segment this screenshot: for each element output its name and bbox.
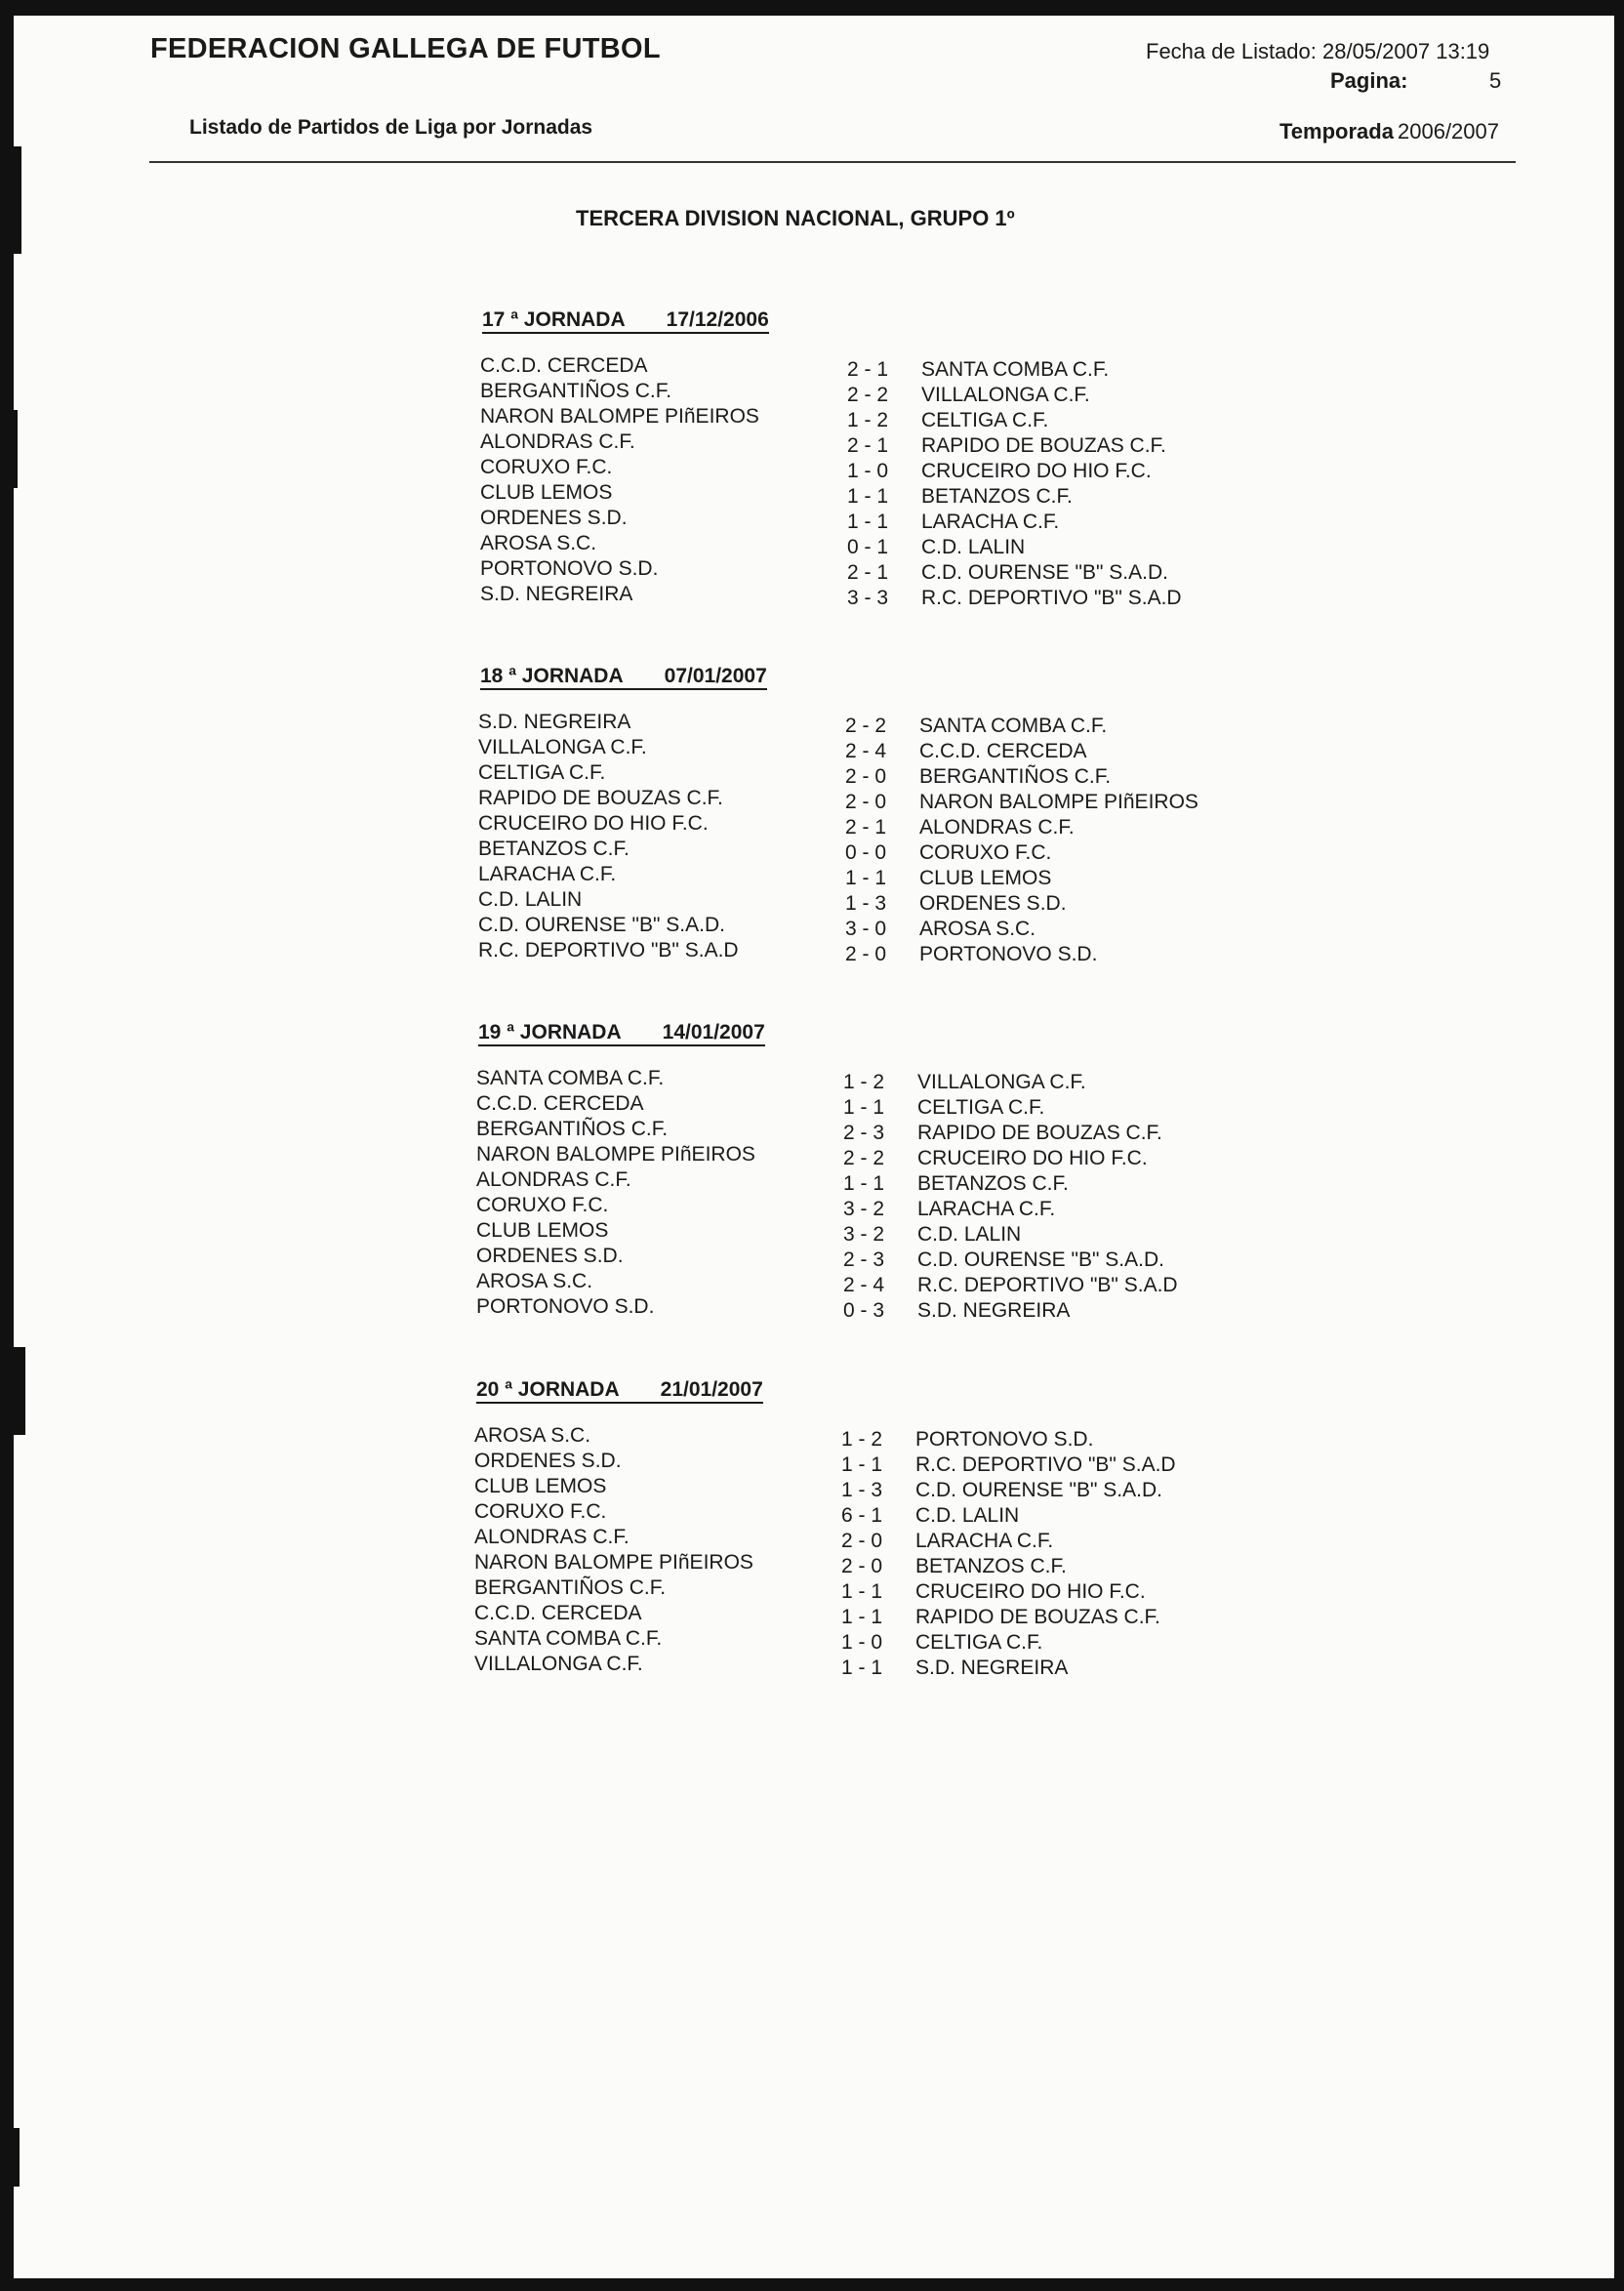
away-team: S.D. NEGREIRA bbox=[917, 1299, 1071, 1322]
match-row bbox=[476, 1167, 1355, 1193]
home-team: ORDENES S.D. bbox=[480, 507, 628, 529]
jornada-block bbox=[480, 308, 1359, 621]
home-team: S.D. NEGREIRA bbox=[480, 583, 633, 605]
match-score: 1 - 1 bbox=[843, 1172, 885, 1195]
away-team: R.C. DEPORTIVO "B" S.A.D bbox=[921, 587, 1182, 609]
match-score: 2 - 3 bbox=[843, 1122, 885, 1144]
match-score: 1 - 1 bbox=[843, 1096, 885, 1119]
away-team: AROSA S.C. bbox=[919, 918, 1036, 940]
home-team: CELTIGA C.F. bbox=[478, 761, 606, 784]
away-team: ORDENES S.D. bbox=[919, 892, 1067, 915]
match-score: 1 - 2 bbox=[843, 1071, 885, 1093]
match-row bbox=[476, 1142, 1355, 1167]
jornada-heading bbox=[480, 665, 767, 690]
home-team: BERGANTIÑOS C.F. bbox=[480, 380, 672, 402]
match-score: 2 - 2 bbox=[845, 715, 887, 737]
match-score: 2 - 1 bbox=[847, 358, 889, 381]
away-team: CELTIGA C.F. bbox=[915, 1631, 1043, 1654]
home-team: BERGANTIÑOS C.F. bbox=[474, 1576, 667, 1599]
match-row bbox=[478, 938, 1357, 963]
match-row bbox=[476, 1117, 1355, 1142]
away-team: CELTIGA C.F. bbox=[917, 1096, 1045, 1119]
home-team: VILLALONGA C.F. bbox=[478, 736, 647, 758]
match-score: 1 - 0 bbox=[841, 1631, 883, 1654]
page-number: 5 bbox=[1489, 68, 1502, 93]
away-team: SANTA COMBA C.F. bbox=[919, 715, 1108, 737]
away-team: CORUXO F.C. bbox=[919, 841, 1052, 864]
away-team: BERGANTIÑOS C.F. bbox=[919, 765, 1112, 788]
match-score: 2 - 4 bbox=[845, 740, 887, 762]
away-team: LARACHA C.F. bbox=[917, 1198, 1056, 1220]
home-team: BETANZOS C.F. bbox=[478, 838, 629, 860]
listing-subtitle: Listado de Partidos de Liga por Jornadas bbox=[189, 116, 593, 139]
match-score: 2 - 0 bbox=[841, 1555, 883, 1577]
document-page bbox=[14, 16, 1614, 2278]
away-team: C.D. LALIN bbox=[917, 1223, 1022, 1246]
match-row bbox=[476, 1269, 1355, 1294]
page-label: Pagina: bbox=[1330, 68, 1408, 93]
federation-name: FEDERACION GALLEGA DE FUTBOL bbox=[150, 33, 661, 64]
home-team: ORDENES S.D. bbox=[474, 1450, 622, 1472]
match-row bbox=[480, 582, 1359, 607]
home-team: RAPIDO DE BOUZAS C.F. bbox=[478, 787, 723, 809]
listing-date: Fecha de Listado: 28/05/2007 13:19 bbox=[1146, 39, 1490, 63]
match-row bbox=[480, 353, 1359, 379]
away-team: BETANZOS C.F. bbox=[921, 485, 1073, 508]
home-team: AROSA S.C. bbox=[474, 1424, 591, 1447]
match-score: 1 - 1 bbox=[841, 1453, 883, 1476]
away-team: CLUB LEMOS bbox=[919, 867, 1052, 889]
home-team: CORUXO F.C. bbox=[480, 456, 613, 478]
match-row bbox=[474, 1601, 1353, 1626]
home-team: S.D. NEGREIRA bbox=[478, 711, 631, 733]
away-team: SANTA COMBA C.F. bbox=[921, 358, 1110, 381]
torn-edge bbox=[0, 410, 18, 488]
home-team: AROSA S.C. bbox=[476, 1270, 593, 1292]
jornada-block bbox=[478, 665, 1357, 977]
match-row bbox=[474, 1626, 1353, 1652]
torn-edge bbox=[0, 1347, 25, 1435]
season-label: Temporada bbox=[1279, 119, 1394, 143]
jornada-date: 21/01/2007 bbox=[660, 1378, 763, 1401]
match-score: 3 - 0 bbox=[845, 918, 887, 940]
match-row bbox=[474, 1525, 1353, 1550]
match-row bbox=[478, 786, 1357, 811]
match-score: 2 - 0 bbox=[841, 1530, 883, 1552]
match-row bbox=[480, 430, 1359, 455]
match-score: 2 - 0 bbox=[845, 765, 887, 788]
home-team: NARON BALOMPE PIñEIROS bbox=[480, 405, 759, 428]
match-row bbox=[476, 1294, 1355, 1320]
home-team: NARON BALOMPE PIñEIROS bbox=[476, 1143, 755, 1166]
header-divider bbox=[149, 161, 1516, 163]
match-score: 1 - 1 bbox=[841, 1580, 883, 1603]
away-team: C.D. OURENSE "B" S.A.D. bbox=[915, 1479, 1162, 1501]
away-team: S.D. NEGREIRA bbox=[915, 1657, 1069, 1679]
match-score: 2 - 1 bbox=[845, 816, 887, 839]
home-team: CORUXO F.C. bbox=[476, 1194, 609, 1216]
match-row bbox=[478, 735, 1357, 760]
away-team: RAPIDO DE BOUZAS C.F. bbox=[917, 1122, 1162, 1144]
away-team: C.D. LALIN bbox=[915, 1504, 1020, 1527]
away-team: NARON BALOMPE PIñEIROS bbox=[919, 791, 1198, 813]
away-team: CRUCEIRO DO HIO F.C. bbox=[917, 1147, 1148, 1169]
match-score: 2 - 2 bbox=[843, 1147, 885, 1169]
away-team: PORTONOVO S.D. bbox=[919, 943, 1098, 965]
jornada-heading bbox=[476, 1378, 763, 1404]
match-row bbox=[474, 1449, 1353, 1474]
division-title: TERCERA DIVISION NACIONAL, GRUPO 1º bbox=[576, 206, 1015, 230]
away-team: R.C. DEPORTIVO "B" S.A.D bbox=[915, 1453, 1176, 1476]
match-score: 0 - 1 bbox=[847, 536, 889, 558]
home-team: C.C.D. CERCEDA bbox=[480, 354, 648, 377]
match-score: 2 - 3 bbox=[843, 1248, 885, 1271]
match-score: 1 - 1 bbox=[847, 485, 889, 508]
match-score: 2 - 1 bbox=[847, 434, 889, 457]
away-team: CRUCEIRO DO HIO F.C. bbox=[915, 1580, 1146, 1603]
match-score: 1 - 3 bbox=[845, 892, 887, 915]
home-team: AROSA S.C. bbox=[480, 532, 597, 554]
match-row bbox=[480, 379, 1359, 404]
home-team: CRUCEIRO DO HIO F.C. bbox=[478, 812, 709, 835]
match-score: 1 - 1 bbox=[841, 1606, 883, 1628]
home-team: C.D. OURENSE "B" S.A.D. bbox=[478, 914, 725, 936]
home-team: LARACHA C.F. bbox=[478, 863, 617, 885]
match-row bbox=[474, 1652, 1353, 1677]
match-score: 0 - 3 bbox=[843, 1299, 885, 1322]
away-team: LARACHA C.F. bbox=[921, 511, 1060, 533]
away-team: LARACHA C.F. bbox=[915, 1530, 1054, 1552]
match-row bbox=[474, 1423, 1353, 1449]
home-team: BERGANTIÑOS C.F. bbox=[476, 1118, 669, 1140]
match-row bbox=[476, 1193, 1355, 1218]
match-row bbox=[476, 1244, 1355, 1269]
jornada-label: 19 ª JORNADA bbox=[478, 1021, 622, 1043]
match-row bbox=[480, 531, 1359, 556]
jornada-block bbox=[474, 1378, 1353, 1691]
match-row bbox=[476, 1091, 1355, 1117]
match-score: 3 - 2 bbox=[843, 1223, 885, 1246]
match-row bbox=[474, 1499, 1353, 1525]
away-team: VILLALONGA C.F. bbox=[921, 384, 1090, 406]
home-team: C.C.D. CERCEDA bbox=[476, 1092, 644, 1115]
match-score: 1 - 3 bbox=[841, 1479, 883, 1501]
home-team: CLUB LEMOS bbox=[474, 1475, 607, 1497]
match-row bbox=[478, 760, 1357, 786]
match-row bbox=[476, 1066, 1355, 1091]
home-team: R.C. DEPORTIVO "B" S.A.D bbox=[478, 939, 739, 961]
home-team: PORTONOVO S.D. bbox=[480, 557, 659, 580]
match-row bbox=[474, 1474, 1353, 1499]
match-row bbox=[474, 1550, 1353, 1575]
home-team: SANTA COMBA C.F. bbox=[474, 1627, 663, 1650]
home-team: CORUXO F.C. bbox=[474, 1500, 607, 1523]
match-score: 1 - 1 bbox=[841, 1657, 883, 1679]
match-row bbox=[478, 837, 1357, 862]
away-team: BETANZOS C.F. bbox=[917, 1172, 1069, 1195]
home-team: ALONDRAS C.F. bbox=[476, 1168, 631, 1191]
away-team: PORTONOVO S.D. bbox=[915, 1428, 1094, 1451]
jornada-label: 17 ª JORNADA bbox=[482, 308, 626, 331]
away-team: RAPIDO DE BOUZAS C.F. bbox=[915, 1606, 1160, 1628]
jornada-label: 20 ª JORNADA bbox=[476, 1378, 620, 1401]
home-team: C.D. LALIN bbox=[478, 888, 583, 911]
match-row bbox=[480, 455, 1359, 480]
away-team: CELTIGA C.F. bbox=[921, 409, 1049, 431]
away-team: C.C.D. CERCEDA bbox=[919, 740, 1087, 762]
match-score: 1 - 1 bbox=[847, 511, 889, 533]
match-score: 2 - 4 bbox=[843, 1274, 885, 1296]
home-team: VILLALONGA C.F. bbox=[474, 1653, 643, 1675]
match-score: 1 - 1 bbox=[845, 867, 887, 889]
match-score: 2 - 0 bbox=[845, 943, 887, 965]
torn-edge bbox=[0, 146, 21, 254]
home-team: CLUB LEMOS bbox=[480, 481, 613, 504]
away-team: VILLALONGA C.F. bbox=[917, 1071, 1086, 1093]
away-team: R.C. DEPORTIVO "B" S.A.D bbox=[917, 1274, 1178, 1296]
match-score: 3 - 3 bbox=[847, 587, 889, 609]
match-row bbox=[474, 1575, 1353, 1601]
home-team: CLUB LEMOS bbox=[476, 1219, 609, 1242]
away-team: BETANZOS C.F. bbox=[915, 1555, 1067, 1577]
match-row bbox=[480, 480, 1359, 506]
match-score: 1 - 2 bbox=[841, 1428, 883, 1451]
jornada-date: 17/12/2006 bbox=[666, 308, 769, 331]
season-value: 2006/2007 bbox=[1398, 119, 1499, 143]
away-team: C.D. OURENSE "B" S.A.D. bbox=[917, 1248, 1164, 1271]
match-score: 2 - 0 bbox=[845, 791, 887, 813]
jornada-date: 14/01/2007 bbox=[662, 1021, 765, 1043]
match-row bbox=[480, 404, 1359, 430]
match-row bbox=[480, 506, 1359, 531]
match-score: 1 - 0 bbox=[847, 460, 889, 482]
away-team: CRUCEIRO DO HIO F.C. bbox=[921, 460, 1152, 482]
match-score: 6 - 1 bbox=[841, 1504, 883, 1527]
match-score: 3 - 2 bbox=[843, 1198, 885, 1220]
jornada-block bbox=[476, 1021, 1355, 1333]
match-row bbox=[478, 862, 1357, 887]
jornada-date: 07/01/2007 bbox=[664, 665, 767, 687]
home-team: SANTA COMBA C.F. bbox=[476, 1067, 665, 1089]
match-score: 1 - 2 bbox=[847, 409, 889, 431]
away-team: ALONDRAS C.F. bbox=[919, 816, 1075, 839]
match-score: 0 - 0 bbox=[845, 841, 887, 864]
home-team: ALONDRAS C.F. bbox=[474, 1526, 629, 1548]
home-team: ORDENES S.D. bbox=[476, 1245, 624, 1267]
home-team: NARON BALOMPE PIñEIROS bbox=[474, 1551, 753, 1574]
match-row bbox=[478, 913, 1357, 938]
jornada-heading bbox=[478, 1021, 765, 1046]
away-team: RAPIDO DE BOUZAS C.F. bbox=[921, 434, 1166, 457]
jornada-label: 18 ª JORNADA bbox=[480, 665, 624, 687]
away-team: C.D. LALIN bbox=[921, 536, 1026, 558]
match-row bbox=[478, 710, 1357, 735]
home-team: ALONDRAS C.F. bbox=[480, 430, 635, 453]
jornada-heading bbox=[482, 308, 769, 334]
match-row bbox=[478, 887, 1357, 913]
match-row bbox=[480, 556, 1359, 582]
match-score: 2 - 1 bbox=[847, 561, 889, 584]
match-score: 2 - 2 bbox=[847, 384, 889, 406]
home-team: PORTONOVO S.D. bbox=[476, 1295, 655, 1318]
match-row bbox=[476, 1218, 1355, 1244]
home-team: C.C.D. CERCEDA bbox=[474, 1602, 642, 1624]
match-row bbox=[478, 811, 1357, 837]
torn-edge bbox=[0, 2128, 20, 2187]
away-team: C.D. OURENSE "B" S.A.D. bbox=[921, 561, 1168, 584]
